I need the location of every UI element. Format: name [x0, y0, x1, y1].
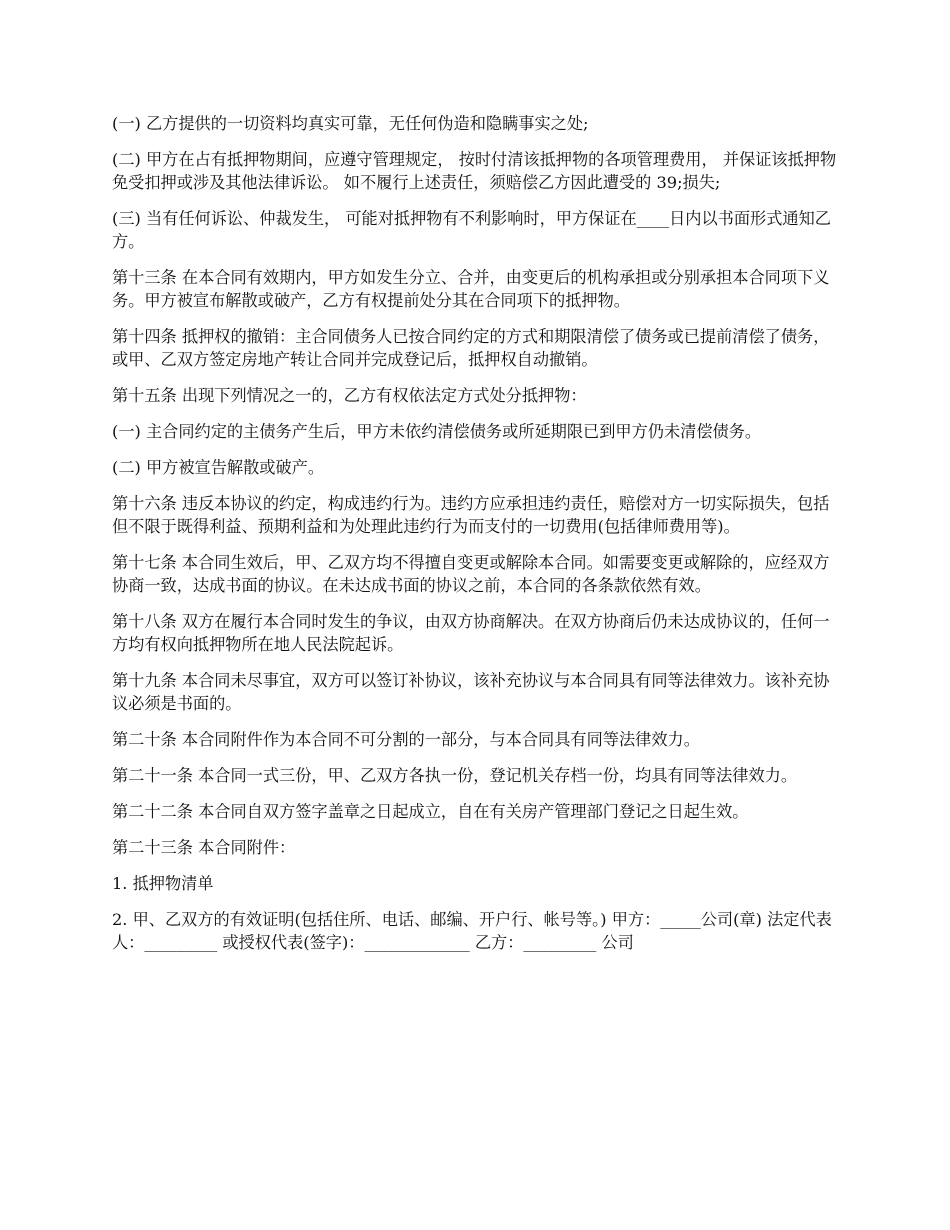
clause-2-management-obligation: (二) 甲方在占有抵押物期间，应遵守管理规定， 按时付清该抵押物的各项管理费用， 并保证该抵押物免受扣押或涉及其他法律诉讼。 如不履行上述责任，须赔偿乙方因此遭受的 39;损失; — [112, 150, 837, 192]
article-21: 第二十一条 本合同一式三份，甲、乙双方各执一份，登记机关存档一份，均具有同等法律效力。 — [112, 766, 798, 785]
clause-3-litigation-notice: (三) 当有任何诉讼、仲裁发生， 可能对抵押物有不利影响时，甲方保证在____日内以书面形式通知乙方。 — [112, 209, 831, 251]
article-18: 第十八条 双方在履行本合同时发生的争议，由双方协商解决。在双方协商后仍未达成协议的，任何一方均有权向抵押物所在地人民法院起诉。 — [112, 612, 830, 654]
article-17: 第十七条 本合同生效后，甲、乙双方均不得擅自变更或解除本合同。如需要变更或解除的，应经双方协商一致，达成书面的协议。在未达成书面的协议之前，本合同的各条款依然有效。 — [112, 553, 830, 595]
article-23: 第二十三条 本合同附件： — [112, 838, 296, 857]
article-15: 第十五条 出现下列情况之一的，乙方有权依法定方式处分抵押物： — [112, 386, 587, 405]
document-page — [112, 112, 842, 967]
article-20: 第二十条 本合同附件作为本合同不可分割的一部分，与本合同具有同等法律效力。 — [112, 730, 700, 749]
article-14: 第十四条 抵押权的撤销：主合同债务人已按合同约定的方式和期限清偿了债务或已提前清偿了债务，或甲、乙双方签定房地产转让合同并完成登记后，抵押权自动撤销。 — [112, 327, 830, 369]
article-16: 第十六条 违反本协议的约定，构成违约行为。违约方应承担违约责任，赔偿对方一切实际损失，包括但不限于既得利益、预期利益和为处理此违约行为而支付的一切费用(包括律师费用等)。 — [112, 494, 830, 536]
article-15-item-2: (二) 甲方被宣告解散或破产。 — [112, 458, 325, 477]
article-22: 第二十二条 本合同自双方签字盖章之日起成立，自在有关房产管理部门登记之日起生效。 — [112, 802, 749, 821]
article-15-item-1: (一) 主合同约定的主债务产生后，甲方未依约清偿债务或所延期限已到甲方仍未清偿债务。 — [112, 422, 762, 441]
clause-1-truthfulness: (一) 乙方提供的一切资料均真实可靠，无任何伪造和隐瞒事实之处; — [112, 114, 589, 133]
article-13: 第十三条 在本合同有效期内，甲方如发生分立、合并，由变更后的机构承担或分别承担本合同项下义务。甲方被宣布解散或破产，乙方有权提前处分其在合同项下的抵押物。 — [112, 268, 830, 310]
article-19: 第十九条 本合同未尽事宜，双方可以签订补协议，该补充协议与本合同具有同等法律效力。该补充协议必须是书面的。 — [112, 671, 830, 713]
attachment-2-signature-block: 2. 甲、乙双方的有效证明(包括住所、电话、邮编、开户行、帐号等。) 甲方：_____公司(章) 法定代表人：_________ 或授权代表(签字)：_____________ 乙方：_________ 公司 — [112, 910, 832, 952]
attachment-1: 1. 抵押物清单 — [112, 874, 214, 893]
